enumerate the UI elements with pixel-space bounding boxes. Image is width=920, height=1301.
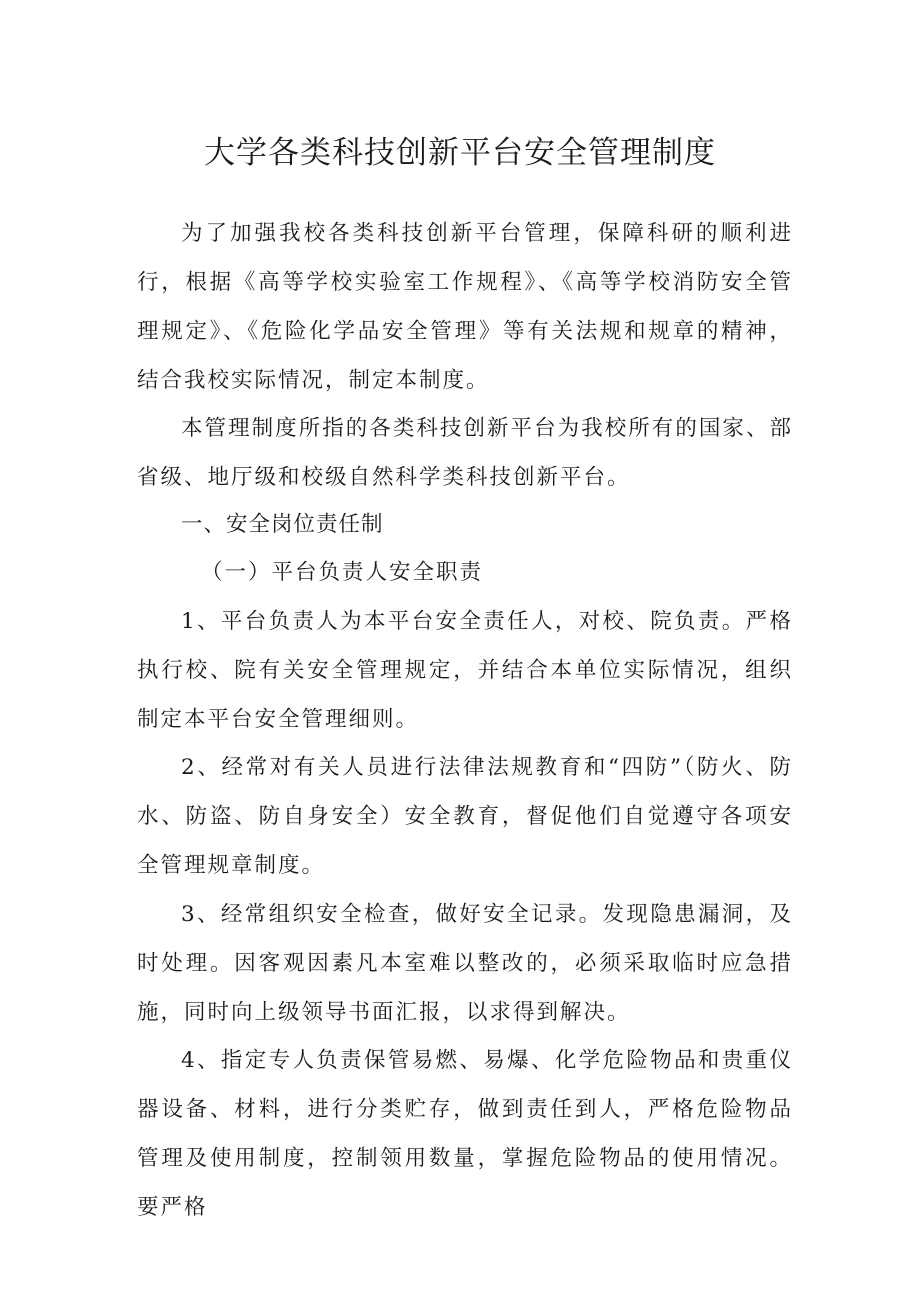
section-heading: 一、安全岗位责任制 [181, 512, 384, 537]
scope-paragraph: 本管理制度所指的各类科技创新平台为我校所有的国家、部省级、地厅级和校级自然科学类科技创新平台。 [137, 416, 793, 490]
list-item-3: 3、经常组织安全检查，做好安全记录。发现隐患漏洞，及时处理。因客观因素凡本室难以整改的，必须采取临时应急措施，同时向上级领导书面汇报，以求得到解决。 [137, 902, 793, 1025]
intro-paragraph: 为了加强我校各类科技创新平台管理，保障科研的顺利进行，根据《高等学校实验室工作规程》、《高等学校消防安全管理规定》、《危险化学品安全管理》等有关法规和规章的精神，结合我校实际情况，制定本制度。 [137, 221, 793, 393]
subsection-heading: （一）平台负责人安全职责 [201, 560, 484, 585]
list-item-1: 1、平台负责人为本平台安全责任人，对校、院负责。严格执行校、院有关安全管理规定，并结合本单位实际情况，组织制定本平台安全管理细则。 [137, 609, 793, 732]
document-title: 大学各类科技创新平台安全管理制度 [204, 135, 716, 171]
list-item-4: 4、指定专人负责保管易燃、易爆、化学危险物品和贵重仪器设备、材料，进行分类贮存，做到责任到人，严格危险物品管理及使用制度，控制领用数量，掌握危险物品的使用情况。要严格 [137, 1048, 793, 1220]
list-item-2: 2、经常对有关人员进行法律法规教育和“四防”（防火、防水、防盗、防自身安全）安全教育，督促他们自觉遵守各项安全管理规章制度。 [137, 755, 793, 878]
